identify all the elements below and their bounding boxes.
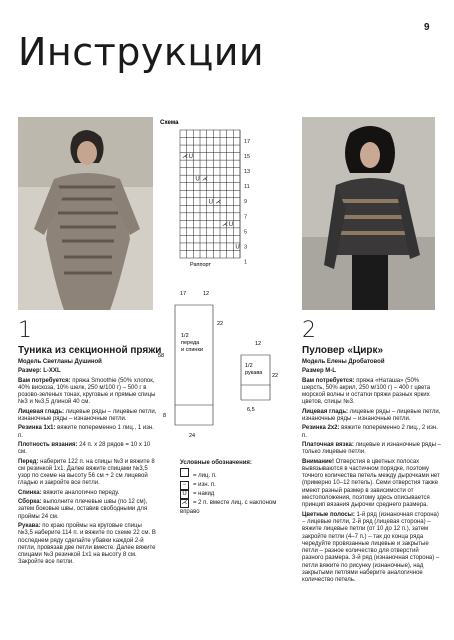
legend-item [180, 468, 295, 481]
chart-row-number: 7 [244, 214, 248, 221]
chart-row-number: 11 [244, 184, 250, 191]
item2-paragraph-text: лицевые ряды – лицевые петли, изнаночные ряды – изнаночные петли. [302, 408, 441, 423]
chart-row-number: 5 [244, 229, 248, 236]
item2-size: Размер M-L [302, 368, 336, 375]
legend-text: = лиц. п. [193, 473, 217, 479]
front-label-2: переда [181, 340, 200, 346]
item1-paragraph-text: вяжите аналогично переду. [41, 489, 120, 496]
item1-paragraph-label: Перед: [18, 458, 39, 465]
dim-6-5: 6,5 [247, 407, 255, 413]
item1-paragraph-text: 24 п. х 28 рядов = 10 х 10 см. [18, 441, 151, 456]
chart-symbol: U [195, 176, 200, 183]
item1-paragraph [18, 490, 157, 497]
item1-paragraph-text: лицевые ряды – лицевые петли, изнаночные ряды – изнаночные петли. [18, 408, 157, 423]
legend-symbol [180, 468, 189, 477]
item1-text [18, 359, 157, 569]
item2-paragraph [302, 442, 441, 457]
item1-paragraph-text: пряжа Smoothie (50% хлопок, 40% вискоза, 10% шелк, 250 м/100 г) – 500 г в розово-зеленых тонах, круговые и прямые спицы №3 и №3,5 длиной 40 см. [18, 377, 156, 406]
front-label-3: и спинки [181, 347, 203, 353]
chart-symbol: ⋌ [222, 221, 229, 228]
item1-number: 1 [18, 318, 32, 343]
legend-symbol: U [180, 490, 189, 499]
item2-paragraph-label: Платочная вязка: [302, 441, 354, 448]
schema-rapport-label: Раппорт [190, 262, 212, 268]
item1-paragraph [18, 442, 157, 457]
item1-paragraph-text: вяжите попеременно 1 лиц., 1 изн. п. [18, 425, 154, 439]
item1-paragraph [18, 409, 157, 424]
item2-paragraph-label: Цветные полосы: [302, 511, 355, 518]
item1-paragraph [18, 459, 157, 488]
legend [180, 459, 295, 517]
legend-item [180, 481, 295, 490]
item2-paragraph-text: вяжите попеременно 2 лиц., 2 изн. п. [302, 425, 438, 439]
front-label-1: 1/2 [181, 333, 189, 339]
pullover-model-photo [302, 117, 435, 310]
dim-12: 12 [203, 291, 210, 297]
legend-symbol: ⋌ [181, 500, 188, 506]
item2-paragraph [302, 459, 441, 510]
page-title: Инструкции [18, 30, 265, 74]
legend-text: = накид [193, 491, 215, 497]
legend-symbol: − [180, 481, 189, 490]
chart-symbol: U [235, 244, 240, 251]
tunic-model-photo [18, 117, 153, 310]
item2-model: Модель Елены Дробатовой [302, 359, 385, 365]
dim-22a: 22 [217, 321, 224, 327]
item1-model: Модель Светланы Душиной [18, 359, 102, 365]
item1-paragraph-label: Лицевая гладь: [18, 408, 65, 415]
item1-paragraph [18, 425, 157, 440]
dim-24: 24 [189, 433, 196, 439]
item2-paragraph-text: 1-й ряд (изнаночная сторона) – лицевые петли, 2-й ряд (лицевая сторона) – вяжите лицевые петли (от 10 до 12 п.), затем закройте петли (4–7 п.) – так до конца ряда чередуйте провязанные лицевые и закрытые петли – разное количество для отверстий разного размера. 3-й ряд (изнаночная сторона) – петли вяжите по рисунку (изнаночные), над закрытыми петлями наберите аналогичное количество петель. [302, 511, 440, 584]
chart-row-number: 1 [244, 259, 248, 266]
chart-symbol: ⋌ [202, 176, 209, 183]
garment-pattern [155, 285, 280, 445]
item1-paragraph-text: по краю проймы на круговые спицы №3,5 наберите 114 п. и вяжите по схеме 22 см. В последнем ряду сделайте убавки каждой 2-й петли, провязав две петли вместе. Далее вяжите спицами №3 резинкой 1х1 на высоту 8 см. Закройте все петли. [18, 522, 156, 566]
legend-title: Условные обозначения: [180, 460, 252, 466]
chart-row-number: 13 [244, 169, 251, 176]
knitting-chart [160, 118, 270, 268]
chart-symbol: U [188, 154, 194, 161]
page-number: 9 [424, 22, 430, 33]
chart-symbol: U [208, 199, 214, 206]
item1-paragraph-label: Сборка: [18, 499, 42, 506]
item2-paragraph-label: Резинка 2х2: [302, 425, 340, 432]
item1-paragraph [18, 378, 157, 407]
item2-paragraph-text: пряжа «Наташа» (50% шерсть, 50% акрил, 250 м/100 г) – 400 г цвета морской волны и остатки пряжи разных ярких цветов, спицы №3. [302, 377, 431, 406]
sleeve-label-1: 1/2 [245, 363, 253, 369]
chart-symbol: ⋌ [182, 154, 188, 161]
legend-text: = изн. п. [193, 482, 216, 488]
item2-paragraph-text: Отверстия в цветных полосах вывязываются в частичном порядке, поэтому точного количества петель между дырочками нет (примерно 10–12 петель). Семи отверстия также имеют разный размер в зависимости от местоположения, поэтому здесь описывается принцип вязания дырочки среднего размера. [302, 458, 440, 509]
item2-paragraph-label: Внимание! [302, 458, 334, 465]
item2-paragraph-label: Лицевая гладь: [302, 408, 349, 415]
legend-text: = 2 п. вместе лиц. с наклоном вправо [180, 500, 277, 515]
sleeve-label-2: рукава [245, 370, 263, 376]
item1-size: Размер: L-XXL [18, 368, 61, 375]
item1-paragraph-label: Рукава: [18, 522, 41, 529]
chart-symbol: U [228, 221, 234, 228]
item1-paragraph-label: Вам потребуется: [18, 377, 71, 384]
chart-symbol: ⋌ [215, 199, 222, 206]
item1-paragraph-text: выполните плечевые швы (по 12 см), затем боковые швы, оставив свободными для проймы 24 см. [18, 499, 148, 520]
item1-paragraph-label: Плотность вязания: [18, 441, 78, 448]
dim-17: 17 [180, 291, 187, 297]
legend-item [180, 499, 295, 517]
item1-paragraph-label: Спинка: [18, 489, 42, 496]
legend-item [180, 490, 295, 499]
item1-paragraph [18, 499, 157, 521]
item1-title: Туника из секционной пряжи [18, 345, 162, 356]
chart-row-number: 9 [244, 199, 248, 206]
chart-row-number: 17 [244, 139, 251, 145]
dim-58: 58 [158, 353, 165, 359]
chart-row-number: 3 [244, 244, 248, 251]
dim-8: 8 [163, 413, 167, 419]
item2-paragraph [302, 378, 441, 407]
dim-12b: 12 [255, 341, 262, 347]
item1-paragraph-label: Резинка 1х1: [18, 425, 56, 432]
item2-paragraph-text: лицевые и изнаночные ряды – только лицевые петли. [302, 441, 442, 456]
dim-22b: 22 [272, 373, 279, 379]
schema-title: Схема [160, 120, 179, 126]
item2-paragraph-label: Вам потребуется: [302, 377, 355, 384]
item2-number: 2 [302, 318, 316, 343]
chart-row-number: 15 [244, 154, 251, 161]
item2-paragraph [302, 425, 441, 440]
item1-paragraph [18, 523, 157, 567]
item1-paragraph-text: наберите 122 п. на спицы №3 и вяжите 8 см резинкой 1х1. Далее вяжите спицами №3,5 узор по схеме на высоту 56 см + 2 см лицевой гладью и закройте все петли. [18, 458, 155, 487]
item2-title: Пуловер «Цирк» [302, 345, 384, 356]
item2-paragraph [302, 512, 441, 585]
item2-paragraph [302, 409, 441, 424]
item2-text [302, 359, 441, 587]
